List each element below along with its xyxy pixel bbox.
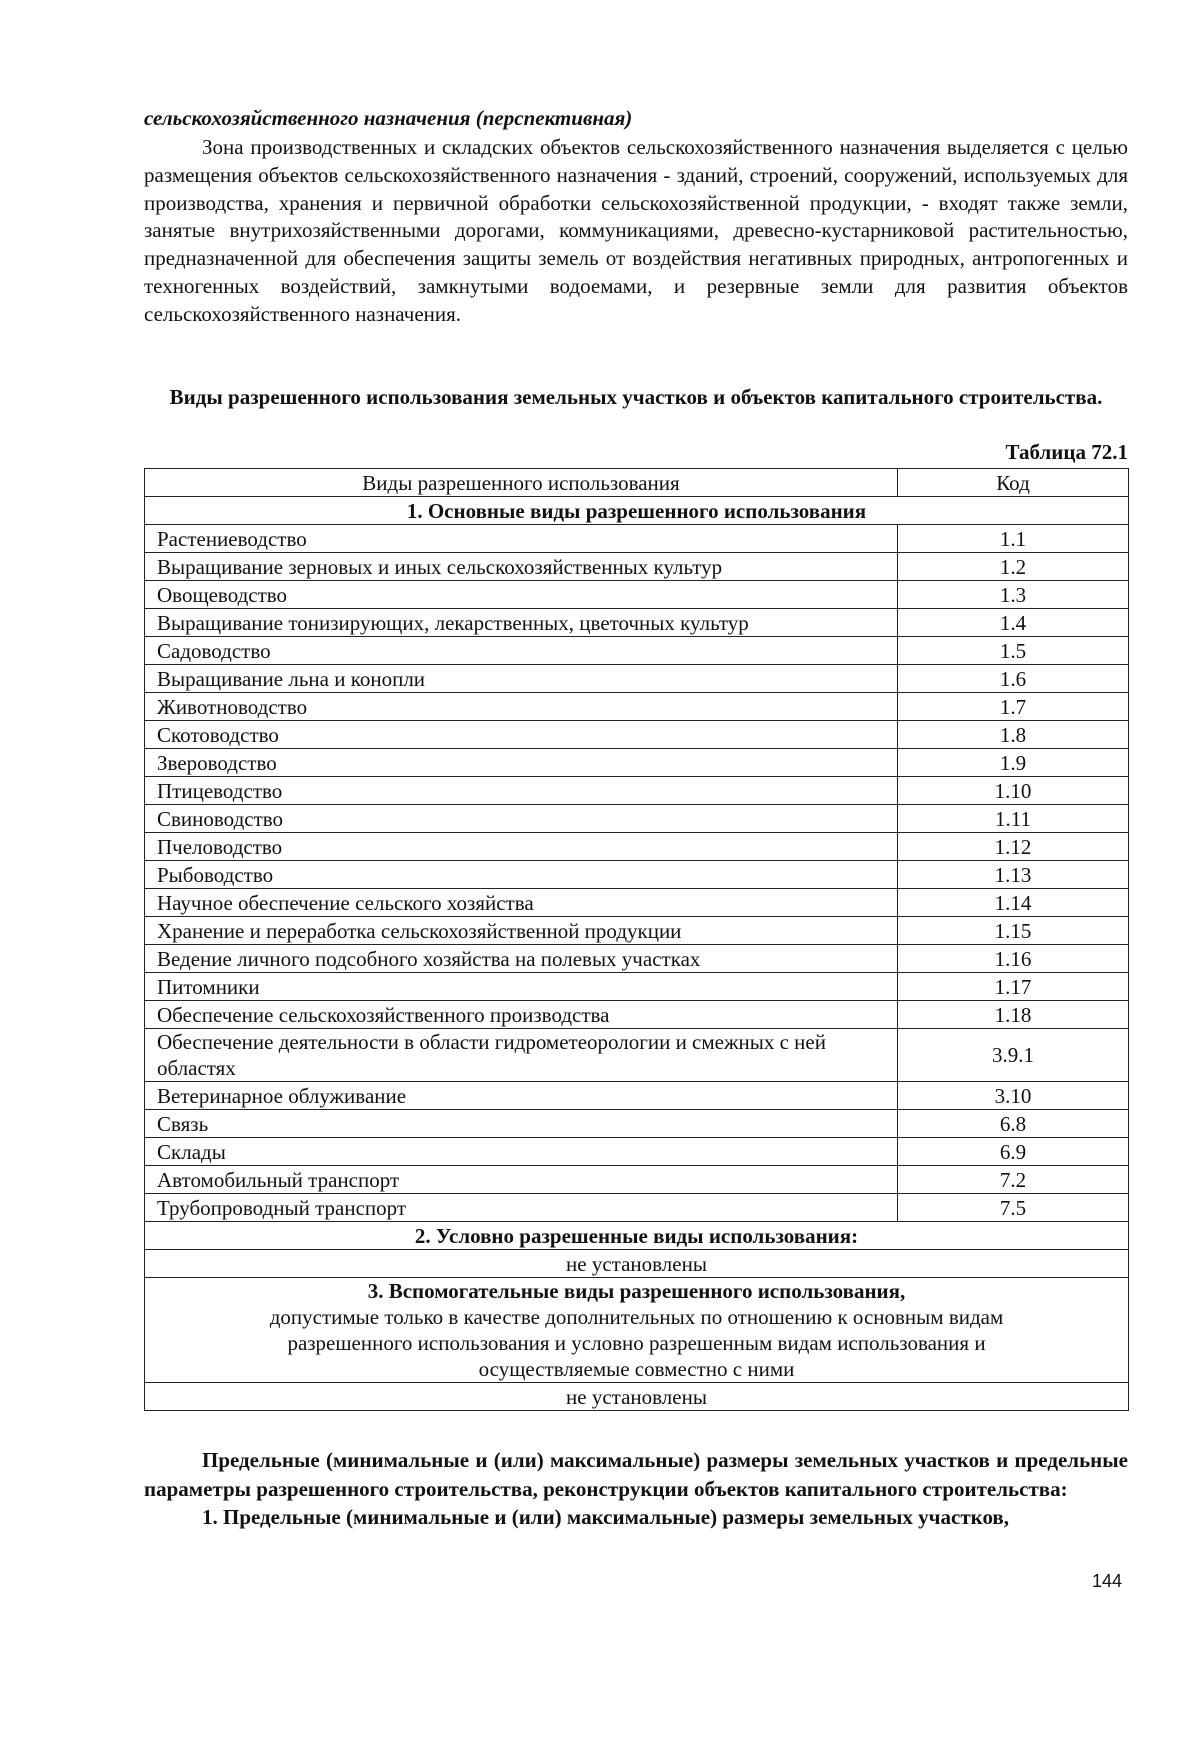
header-code: Код (898, 469, 1129, 497)
code-cell: 1.4 (898, 609, 1129, 637)
table-row (145, 581, 1129, 609)
usage-type-cell: Склады (145, 1138, 898, 1166)
section-3-line: допустимые только в качестве дополнительных по отношению к основным видам (269, 1305, 1004, 1329)
section-row (145, 497, 1129, 525)
table-row (145, 721, 1129, 749)
table-row (145, 861, 1129, 889)
code-cell: 1.9 (898, 749, 1129, 777)
permitted-use-table (144, 468, 1129, 1411)
code-cell: 1.15 (898, 917, 1129, 945)
zone-description-paragraph: Зона производственных и складских объектов сельскохозяйственного назначения выделяется с целью размещения объектов сельскохозяйственного назначения - зданий, строений, сооружений, используемых для производства, хранения и первичной обработки сельскохозяйственной продукции, - входят также земли, занятые внутрихозяйственными дорогами, коммуникациями, древесно-кустарниковой растительностью, предназначенной для обеспечения защиты земель от воздействия негативных природных, антропогенных и техногенных воздействий, замкнутыми водоемами, и резервные земли для развития объектов сельскохозяйственного назначения. (144, 135, 1128, 326)
code-cell: 7.2 (898, 1166, 1129, 1194)
table-row (145, 1110, 1129, 1138)
code-cell: 7.5 (898, 1194, 1129, 1222)
code-cell: 6.8 (898, 1110, 1129, 1138)
section-3-line: осуществляемые совместно с ними (478, 1357, 795, 1381)
table-row (145, 945, 1129, 973)
usage-type-cell: Птицеводство (145, 777, 898, 805)
section-value-row (145, 1383, 1129, 1411)
usage-type-cell: Научное обеспечение сельского хозяйства (145, 889, 898, 917)
usage-type-cell: Связь (145, 1110, 898, 1138)
usage-type-cell: Автомобильный транспорт (145, 1166, 898, 1194)
code-cell: 3.10 (898, 1082, 1129, 1110)
code-cell: 1.12 (898, 833, 1129, 861)
usage-type-cell: Свиноводство (145, 805, 898, 833)
usage-type-cell: Овощеводство (145, 581, 898, 609)
table-row (145, 1001, 1129, 1029)
table-row (145, 1138, 1129, 1166)
limits-heading: Предельные (минимальные и (или) максимальные) размеры земельных участков и предельные параметры разрешенного строительства, реконструкции объектов капитального строительства: (144, 1448, 1128, 1501)
header-usage-type: Виды разрешенного использования (145, 469, 898, 497)
code-cell: 1.2 (898, 553, 1129, 581)
code-cell: 1.7 (898, 693, 1129, 721)
code-cell: 1.14 (898, 889, 1129, 917)
usage-type-cell: Хранение и переработка сельскохозяйственной продукции (145, 917, 898, 945)
code-cell: 1.3 (898, 581, 1129, 609)
table-row (145, 1029, 1129, 1082)
usage-type-cell: Рыбоводство (145, 861, 898, 889)
table-row (145, 1082, 1129, 1110)
page-number: 144 (1091, 1571, 1122, 1591)
section-1-title: 1. Основные виды разрешенного использования (145, 497, 1129, 525)
usage-type-cell: Пчеловодство (145, 833, 898, 861)
code-cell: 1.8 (898, 721, 1129, 749)
usage-type-cell: Животноводство (145, 693, 898, 721)
usage-type-cell: Ветеринарное облуживание (145, 1082, 898, 1110)
code-cell: 1.18 (898, 1001, 1129, 1029)
usage-type-cell: Выращивание зерновых и иных сельскохозяйственных культур (145, 553, 898, 581)
usage-type-cell: Выращивание тонизирующих, лекарственных, цветочных культур (145, 609, 898, 637)
table-title: Виды разрешенного использования земельных участков и объектов капитального строительства. (169, 385, 1103, 409)
section-3-line: разрешенного использования и условно разрешенным видам использования и (287, 1331, 986, 1355)
section-heading: сельскохозяйственного назначения (перспективная) (144, 106, 633, 130)
usage-type-cell: Обеспечение сельскохозяйственного производства (145, 1001, 898, 1029)
code-cell: 1.1 (898, 525, 1129, 553)
table-row (145, 749, 1129, 777)
code-cell: 3.9.1 (898, 1029, 1129, 1082)
table-row (145, 1194, 1129, 1222)
table-row (145, 805, 1129, 833)
usage-type-cell: Растениеводство (145, 525, 898, 553)
usage-type-cell: Выращивание льна и конопли (145, 665, 898, 693)
table-row (145, 777, 1129, 805)
usage-type-cell: Звероводство (145, 749, 898, 777)
table-row (145, 553, 1129, 581)
usage-type-cell: Ведение личного подсобного хозяйства на полевых участках (145, 945, 898, 973)
section-row (145, 1222, 1129, 1250)
limits-section (144, 1446, 1128, 1532)
limits-item-1: 1. Предельные (минимальные и (или) максимальные) размеры земельных участков, (202, 1505, 1010, 1529)
code-cell: 1.6 (898, 665, 1129, 693)
table-row (145, 889, 1129, 917)
section-2-title: 2. Условно разрешенные виды использования: (145, 1222, 1129, 1250)
code-cell: 1.10 (898, 777, 1129, 805)
table-row (145, 637, 1129, 665)
code-cell: 6.9 (898, 1138, 1129, 1166)
table-row (145, 833, 1129, 861)
section-value-row (145, 1250, 1129, 1278)
table-row (145, 693, 1129, 721)
usage-type-cell: Трубопроводный транспорт (145, 1194, 898, 1222)
section-3-title: 3. Вспомогательные виды разрешенного использования, (367, 1279, 906, 1303)
code-cell: 1.5 (898, 637, 1129, 665)
section-row (145, 1278, 1129, 1383)
usage-type-cell: Обеспечение деятельности в области гидрометеорологии и смежных с ней областях (145, 1029, 898, 1082)
table-row (145, 665, 1129, 693)
code-cell: 1.17 (898, 973, 1129, 1001)
usage-type-cell: Питомники (145, 973, 898, 1001)
section-2-value: не установлены (145, 1250, 1129, 1278)
table-header-row (145, 469, 1129, 497)
table-row (145, 609, 1129, 637)
table-row (145, 1166, 1129, 1194)
code-cell: 1.13 (898, 861, 1129, 889)
section-3-value: не установлены (145, 1383, 1129, 1411)
usage-type-cell: Скотоводство (145, 721, 898, 749)
usage-type-cell: Садоводство (145, 637, 898, 665)
table-row (145, 917, 1129, 945)
table-row (145, 973, 1129, 1001)
table-number: Таблица 72.1 (1005, 440, 1128, 464)
table-row (145, 525, 1129, 553)
section-3-cell (145, 1278, 1129, 1383)
code-cell: 1.16 (898, 945, 1129, 973)
code-cell: 1.11 (898, 805, 1129, 833)
